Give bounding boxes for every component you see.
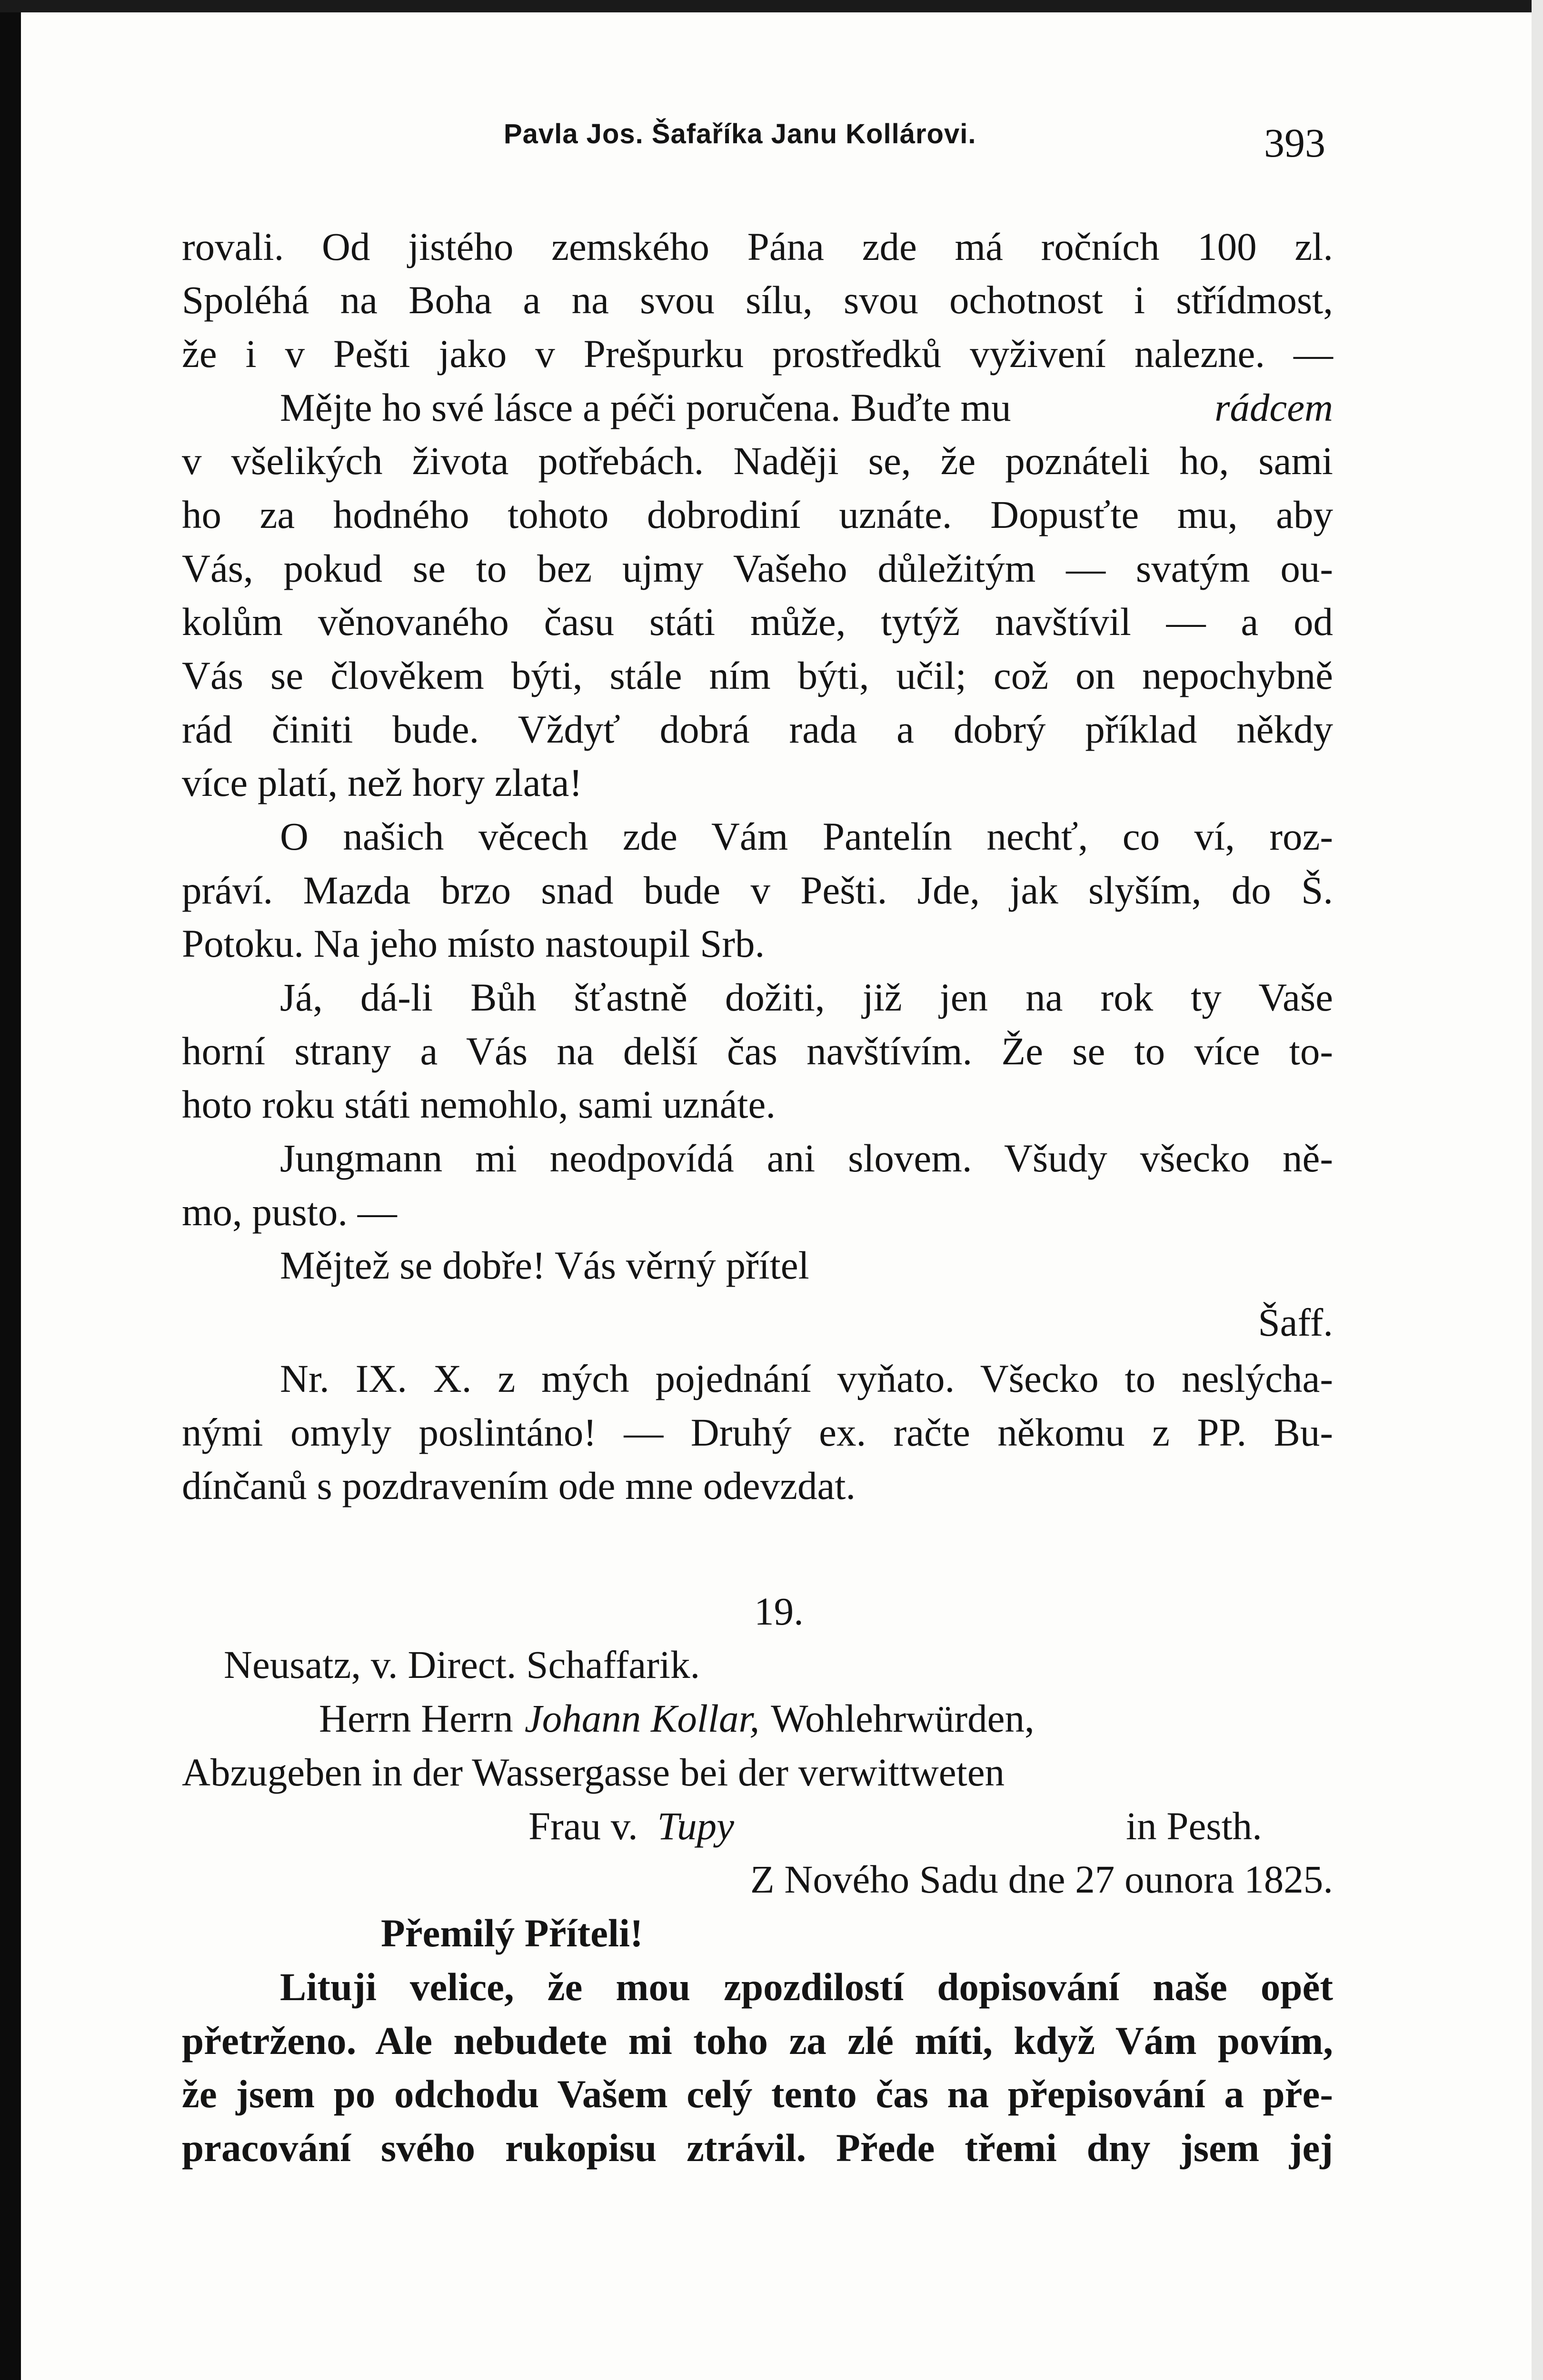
text-line: že i v Pešti jako v Prešpurku prostředků vyživení nalezne. — xyxy=(182,332,1333,376)
text-line: Vás, pokud se to bez ujmy Vašeho důležitým — svatým ou- xyxy=(182,546,1333,590)
text-line: rovali. Od jistého zemského Pána zde má ročních 100 zl. xyxy=(182,225,1333,268)
address-line: Abzugeben in der Wassergasse bei der verwittweten xyxy=(182,1750,1005,1794)
letter-number: 19. xyxy=(754,1589,804,1633)
salutation: Přemilý Příteli! xyxy=(381,1911,643,1955)
address-city: in Pesth. xyxy=(1126,1804,1262,1848)
text-line: Vás se člověkem býti, stále ním býti, učil; což on nepochybně xyxy=(182,654,1333,697)
text-line: v všelikých života potřebách. Naději se, že poznáteli ho, sami xyxy=(182,439,1333,483)
text-line: kolům věnovaného času státi může, tytýž navštívil — a od xyxy=(182,600,1333,644)
text-line: více platí, než hory zlata! xyxy=(182,761,583,804)
text-line: dínčanů s pozdravením ode mne odevzdat. xyxy=(182,1464,856,1507)
address-name: Johann Kollar, xyxy=(524,1696,760,1740)
dateline: Z Nového Sadu dne 27 ounora 1825. xyxy=(750,1857,1333,1901)
address-line xyxy=(319,1695,1238,1747)
text-line: přetrženo. Ale nebudete mi toho za zlé míti, když Vám povím, xyxy=(182,2019,1333,2063)
text-line: O našich věcech zde Vám Pantelín nechť, co ví, roz- xyxy=(280,814,1333,858)
text-line: Lituji velice, že mou zpozdilostí dopisování naše opět xyxy=(280,1965,1333,2009)
scan-edge-left xyxy=(0,0,21,2380)
scan-edge-top xyxy=(0,0,1543,12)
text-line: práví. Mazda brzo snad bude v Pešti. Jde, jak slyším, do Š. xyxy=(182,868,1333,912)
running-header: Pavla Jos. Šafaříka Janu Kollárovi. xyxy=(504,119,976,149)
address-suffix: Wohlehrwürden, xyxy=(771,1696,1035,1740)
emphasis-text: rádcem xyxy=(1214,386,1333,429)
text-line: nými omyly poslintáno! — Druhý ex. račte někomu z PP. Bu- xyxy=(182,1410,1333,1454)
text-line: pracování svého rukopisu ztrávil. Přede třemi dny jsem jej xyxy=(182,2126,1333,2170)
sender-line: Neusatz, v. Direct. Schaffarik. xyxy=(224,1643,700,1686)
address-tupy: Tupy xyxy=(657,1804,734,1848)
text-line: Mějtež se dobře! Vás věrný přítel xyxy=(280,1243,809,1287)
text-line: Jungmann mi neodpovídá ani slovem. Všudy všecko ně- xyxy=(280,1136,1333,1180)
text-line: hoto roku státi nemohlo, sami uznáte. xyxy=(182,1082,776,1126)
text-line: Já, dá-li Bůh šťastně dožiti, již jen na rok ty Vaše xyxy=(280,975,1333,1019)
text-line: že jsem po odchodu Vašem celý tento čas na přepisování a pře- xyxy=(182,2072,1333,2116)
address-frau: Frau v. xyxy=(528,1804,638,1848)
page-number: 393 xyxy=(1264,120,1325,166)
text-fragment: Mějte ho své lásce a péči poručena. Buďte mu xyxy=(280,386,1011,429)
text-line: Potoku. Na jeho místo nastoupil Srb. xyxy=(182,922,765,965)
text-line: rád činiti bude. Vždyť dobrá rada a dobrý příklad někdy xyxy=(182,707,1333,751)
text-line: Spoléhá na Boha a na svou sílu, svou ochotnost i střídmost, xyxy=(182,278,1333,322)
address-prefix: Herrn Herrn xyxy=(319,1696,513,1740)
signature: Šaff. xyxy=(1258,1300,1333,1344)
text-line: Nr. IX. X. z mých pojednání vyňato. Všecko to neslýcha- xyxy=(280,1357,1333,1400)
address-line xyxy=(528,1802,1290,1854)
text-line xyxy=(280,384,1333,436)
text-line: ho za hodného tohoto dobrodiní uznáte. Dopusťte mu, aby xyxy=(182,493,1333,536)
scan-edge-right xyxy=(1532,0,1543,2380)
text-line: mo, pusto. — xyxy=(182,1190,397,1234)
text-line: horní strany a Vás na delší čas navštívím. Že se to více to- xyxy=(182,1029,1333,1073)
